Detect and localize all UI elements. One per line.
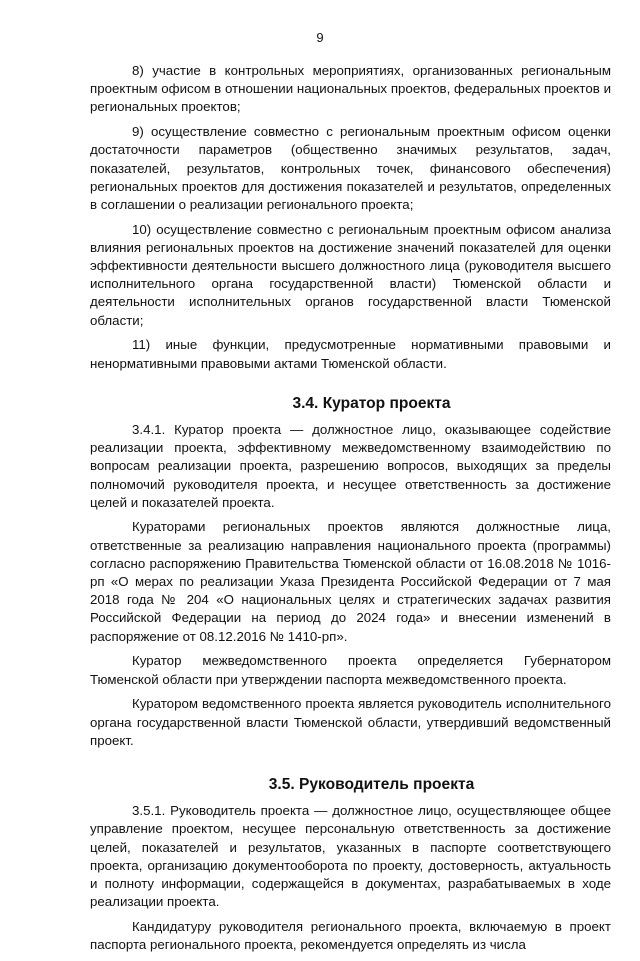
document-body (90, 62, 611, 961)
paragraph: Кураторами региональных проектов являются должностные лица, ответственные за реализацию направления национального проекта (программы) согласно распоряжению Правительства Тюменской области от 16.08.2018 № 1016-рп «О мерах по реализации Указа Президента Российской Федерации от 7 мая 2018 года № 204 «О национальных целях и стратегических задачах развития Российской Федерации на период до 2024 года» и внесении изменений в распоряжение от 08.12.2016 № 1410-рп». (90, 519, 611, 644)
list-item-8: 8) участие в контрольных мероприятиях, организованных региональным проектным офисом в отношении национальных проектов, федеральных проектов и региональных проектов; (90, 63, 611, 115)
list-item-11: 11) иные функции, предусмотренные нормативными правовыми и ненормативными правовыми актами Тюменской области. (90, 337, 611, 371)
paragraph: Кандидатуру руководителя регионального проекта, включаемую в проект паспорта регионального проекта, рекомендуется определять из числа (90, 918, 611, 953)
section-heading-curator: 3.4. Куратор проекта (292, 394, 451, 412)
paragraph: 3.5.1. Руководитель проекта — должностное лицо, осуществляющее общее управление проектом, несущее персональную ответственность за достижение целей, показателей и результатов, указанных в паспорте соответствующего проекта, организацию документооборота по проекту, достоверность, актуальность и полноту информации, содержащейся в документах, разрабатываемых в ходе реализации проекта. (90, 803, 611, 910)
page-number: 9 (316, 30, 324, 45)
list-item-10: 10) осуществление совместно с региональным проектным офисом анализа влияния региональных проектов на достижение значений показателей для оценки эффективности деятельности высшего должностного лица (руководителя высшего исполнительного органа государственной власти) Тюменской области и деятельности исполнительных органов государственной власти Тюменской области; (90, 221, 611, 328)
list-item-9: 9) осуществление совместно с региональным проектным офисом оценки достаточности параметров (общественно значимых результатов, задач, показателей, результатов, контрольных точек, финансового обеспечения) региональных проектов для достижения показателей и результатов, определенных в соглашении о реализации регионального проекта; (90, 124, 611, 212)
paragraph: 3.4.1. Куратор проекта — должностное лицо, оказывающее содействие реализации проекта, эффективному межведомственному взаимодействию по вопросам реализации проекта, разрешению вопросов, выходящих за пределы полномочий руководителя проекта, и несущее ответственность за достижение целей и показателей проекта. (90, 421, 611, 510)
paragraph: Куратор межведомственного проекта определяется Губернатором Тюменской области при утверждении паспорта межведомственного проекта. (90, 653, 611, 687)
paragraph: Куратором ведомственного проекта является руководитель исполнительного органа государственной власти Тюменской области, утвердивший ведомственный проект. (90, 696, 611, 748)
section-heading-project-manager: 3.5. Руководитель проекта (268, 775, 475, 793)
